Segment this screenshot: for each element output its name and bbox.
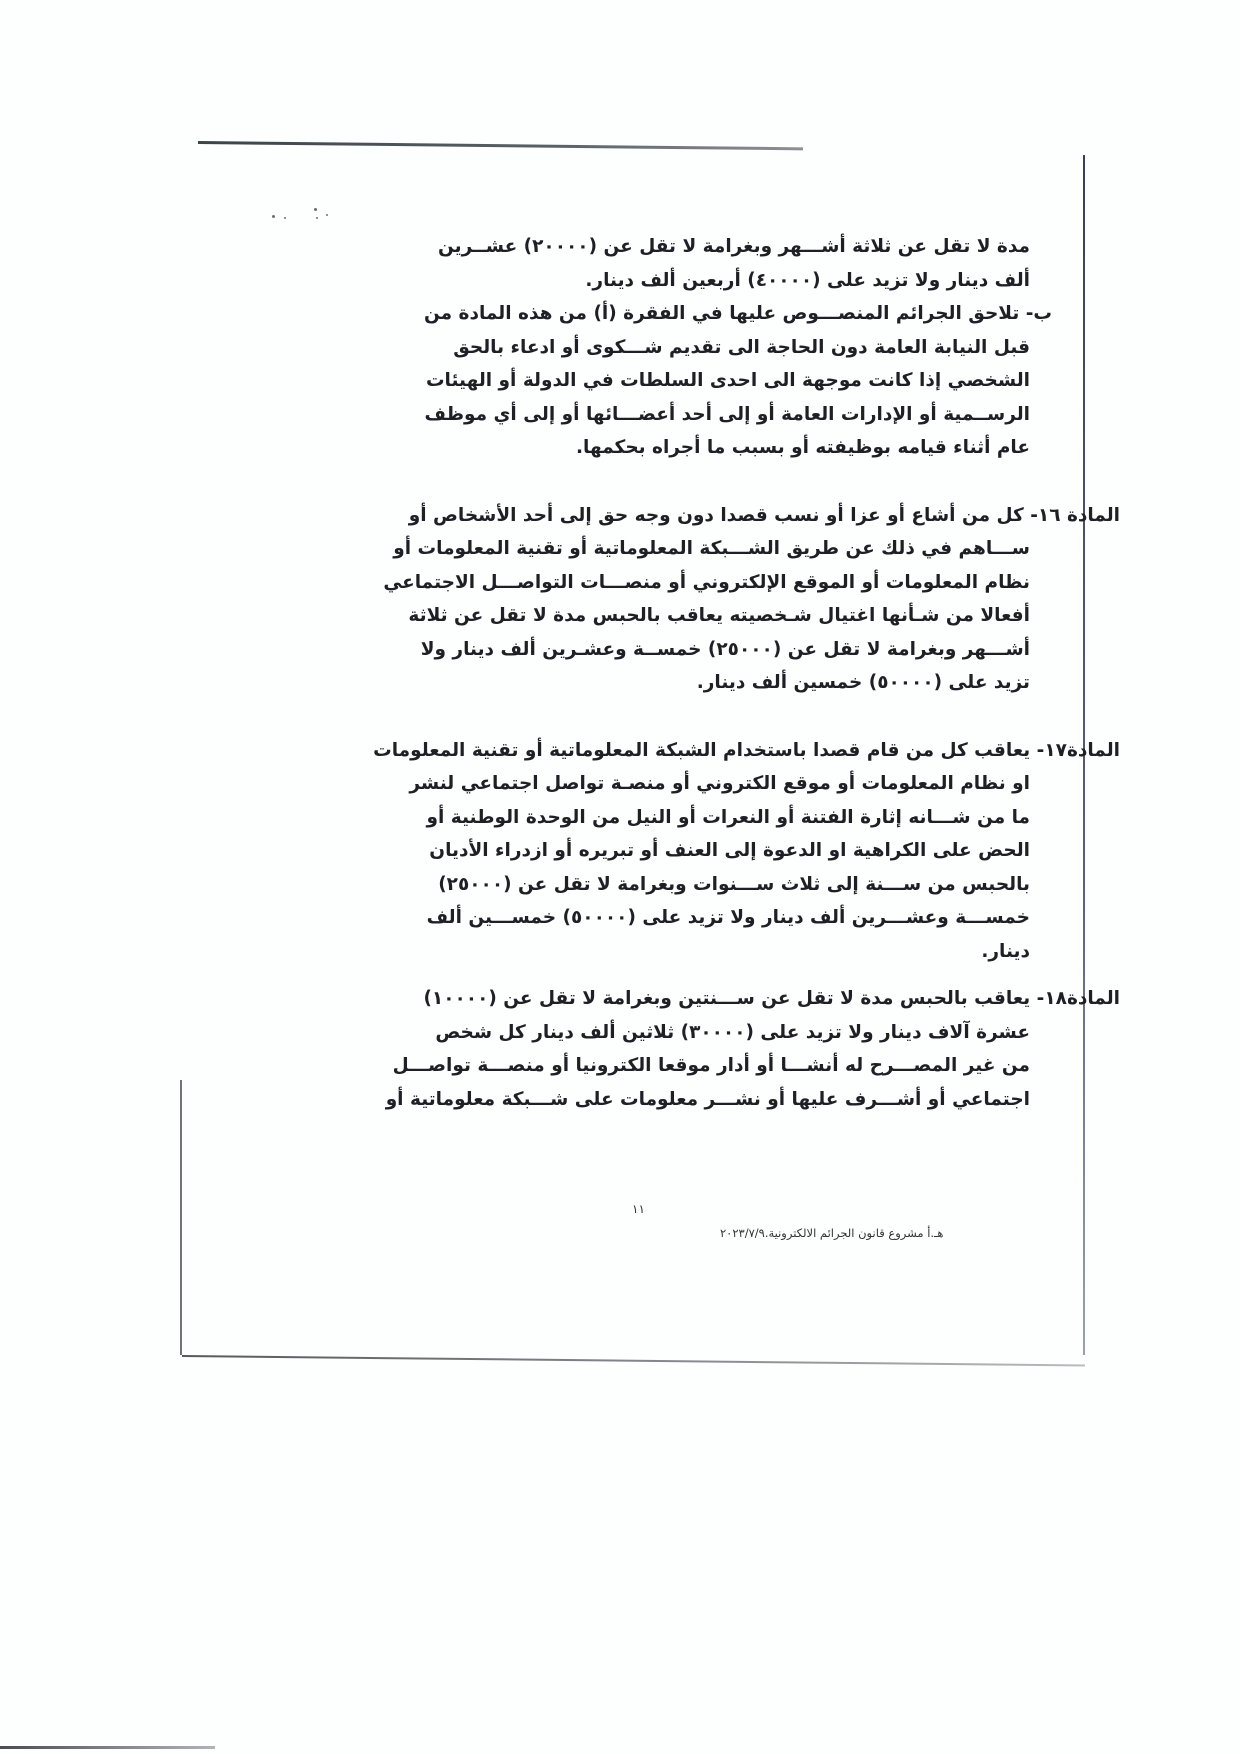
text-line: خمســـة وعشـــرين ألف دينار ولا تزيد على (٥٠٠٠٠) خمســـين ألف	[426, 907, 1030, 928]
scan-edge-shadow	[0, 1746, 215, 1749]
text-line: بالحبس من ســـنة إلى ثلاث ســـنوات وبغرامة لا تقل عن (٢٥٠٠٠)	[438, 873, 1030, 895]
text-line: مدة لا تقل عن ثلاثة أشـــهر وبغرامة لا تقل عن (٢٠٠٠٠) عشــرين	[438, 236, 1030, 257]
text-line: الرســمية أو الإدارات العامة أو إلى أحد أعضـــائها أو إلى أي موظف	[424, 403, 1030, 425]
text-line: ما من شـــانه إثارة الفتنة أو النعرات أو النيل من الوحدة الوطنية أو	[426, 806, 1030, 828]
continuation-paragraph	[290, 230, 1030, 297]
text-line: نظام المعلومات أو الموقع الإلكتروني أو منصـــات التواصـــل الاجتماعي	[383, 571, 1030, 593]
text-line: عشرة آلاف دينار ولا تزيد على (٣٠٠٠٠) ثلاثين ألف دينار كل شخص	[435, 1021, 1030, 1043]
text-line: أشـــهر وبغرامة لا تقل عن (٢٥٠٠٠) خمســة وعشـرين ألف دينار ولا	[420, 638, 1030, 660]
page-number: ١١	[632, 1202, 645, 1216]
scan-specks	[270, 205, 330, 225]
speck	[326, 214, 328, 216]
article-17	[290, 734, 1120, 969]
text-line: عام أثناء قيامه بوظيفته أو بسبب ما أجراه بحكمها.	[575, 437, 1030, 458]
page-frame-left-line	[180, 1080, 182, 1355]
speck	[284, 217, 286, 219]
article-heading-line: المادة١٨- يعاقب بالحبس مدة لا تقل عن ســـنتين وبغرامة لا تقل عن (١٠٠٠٠)	[423, 988, 1120, 1009]
article-16	[290, 499, 1120, 700]
article-heading-line: المادة ١٦- كل من أشاع أو عزا أو نسب قصدا دون وجه حق إلى أحد الأشخاص أو	[408, 504, 1120, 526]
text-line: ألف دينار ولا تزيد على (٤٠٠٠٠) أربعين ألف دينار.	[585, 269, 1030, 291]
article-18	[290, 982, 1120, 1116]
text-line: اجتماعي أو أشـــرف عليها أو نشـــر معلومات على شـــبكة معلوماتية أو	[385, 1088, 1030, 1110]
footer-reference: هـ.أ مشروع قانون الجرائم الالكترونية.٢٠٢٣/٧/٩	[720, 1226, 944, 1240]
text-line: دينار.	[981, 940, 1030, 962]
page-frame-top-line	[198, 141, 803, 150]
text-line: او نظام المعلومات أو موقع الكتروني أو منصـة تواصل اجتماعي لنشر	[409, 773, 1030, 794]
text-line: الشخصي إذا كانت موجهة الى احدى السلطات في الدولة أو الهيئات	[425, 370, 1030, 391]
text-line: أفعالا من شـأنها اغتيال شـخصيته يعاقب بالحبس مدة لا تقل عن ثلاثة	[408, 605, 1030, 626]
document-body	[290, 230, 1120, 1116]
article-heading-line: المادة١٧- يعاقب كل من قام قصدا باستخدام الشبكة المعلوماتية أو تقنية المعلومات	[373, 739, 1120, 761]
speck	[314, 208, 317, 211]
text-line: الحض على الكراهية او الدعوة إلى العنف أو تبريره أو ازدراء الأديان	[429, 840, 1030, 861]
text-line: قبل النيابة العامة دون الحاجة الى تقديم شـــكوى أو ادعاء بالحق	[453, 336, 1030, 358]
text-line: من غير المصـــرح له أنشـــا أو أدار موقعا الكترونيا أو منصـــة تواصـــل	[392, 1055, 1030, 1076]
text-line: تزيد على (٥٠٠٠٠) خمسين ألف دينار.	[696, 672, 1030, 693]
speck	[272, 215, 275, 218]
speck	[316, 217, 318, 219]
text-line: ســـاهم في ذلك عن طريق الشـــبكة المعلوماتية أو تقنية المعلومات أو	[393, 538, 1030, 559]
clause-b	[290, 297, 1052, 465]
page-frame-bottom-line	[182, 1355, 1085, 1366]
text-line: ب- تلاحق الجرائم المنصـــوص عليها في الفقرة (أ) من هذه المادة من	[424, 303, 1052, 324]
